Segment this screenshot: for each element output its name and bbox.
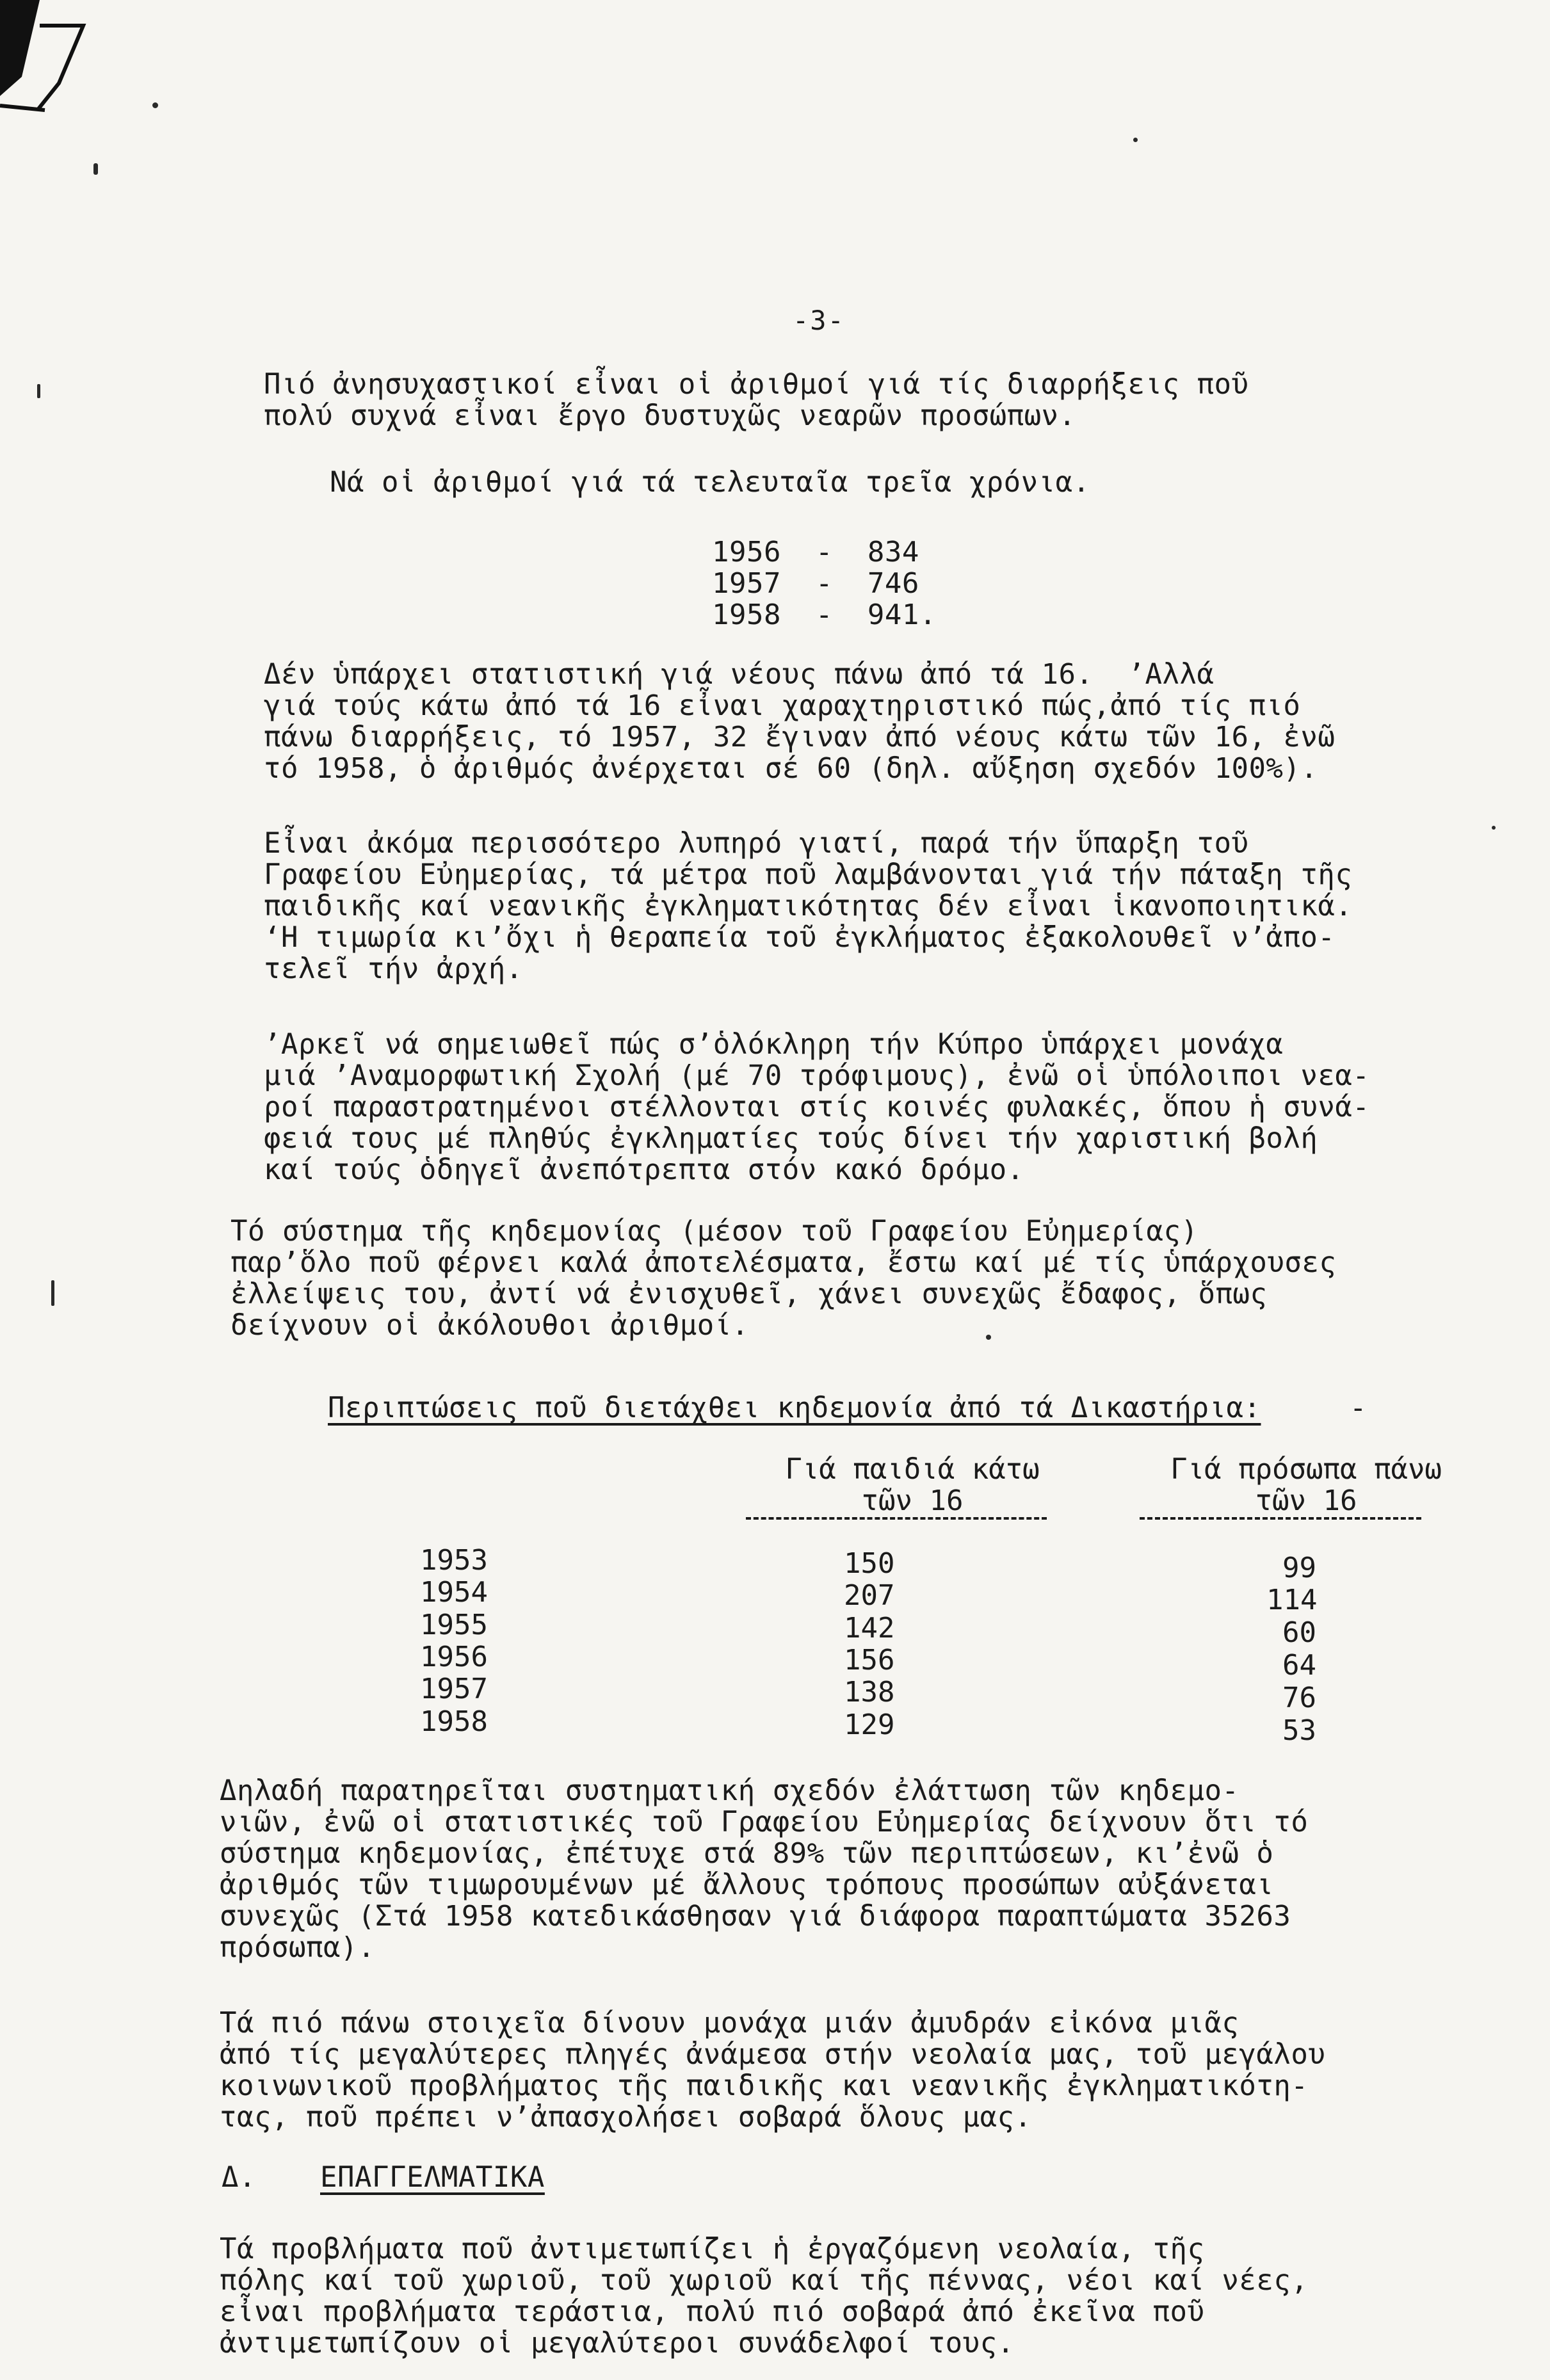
paragraph-welfare-office: Εἶναι ἀκόμα περισσότερο λυπηρό γιατί, παρά τήν ὕπαρξη τοῦ Γραφείου Εὐημερίας, τά μέτρα ποῦ λαμβάνονται γιά τήν πάταξη τῆς παιδικῆς καί νεανικῆς ἐγκληματικότητας δέν εἶναι ἱκανοποιητικά. ‘Η τιμωρία κι’ὄχι ἡ θεραπεία τοῦ ἐγκλήματος ἐξακολουθεῖ ν’ἀπο- τελεῖ τήν ἀρχή. xyxy=(264,827,1353,985)
table-year-cell: 1955 xyxy=(420,1609,488,1641)
paragraph-decline-summary: Δηλαδή παρατηρεῖται συστηματική σχεδόν ἐλάττωση τῶν κηδεμο- νιῶν, ἐνῶ οἱ στατιστικές τοῦ Γραφείου Εὐημερίας δείχνουν ὅτι τό σύστημα κηδεμονίας, ἐπέτυχε στά 89% τῶν περιπτώσεων, κι’ἐνῶ ὁ ἀριθμός τῶν τιμωρουμένων μέ ἄλλους τρόπους προσώπων αὐξάνεται συνεχῶς (Στά 1958 κατεδικάσθησαν γιά διάφορα παραπτώματα 35263 πρόσωπα). xyxy=(220,1774,1309,1964)
column-rule-children xyxy=(746,1517,1047,1520)
table-adults-cell: 76 xyxy=(1282,1682,1316,1714)
scan-speck xyxy=(51,1280,54,1306)
table-heading-dash: - xyxy=(1350,1392,1367,1424)
scan-speck xyxy=(37,384,40,398)
paragraph-working-youth: Τά προβλήματα ποῦ ἀντιμετωπίζει ἡ ἐργαζόμενη νεολαία, τῆς πόλης καί τοῦ χωριοῦ, τοῦ χωριοῦ καί τῆς πέννας, νέοι καί νέες, εἶναι προβλήματα τεράστια, πολύ πιό σοβαρά ἀπό ἐκεῖνα ποῦ ἀντιμετωπίζουν οἱ μεγαλύτεροι συνάδελφοί τους. xyxy=(220,2233,1309,2360)
table-heading: Περιπτώσεις ποῦ διετάχθει κηδεμονία ἀπό τά Δικαστήρια: xyxy=(328,1392,1261,1424)
table-adults-cell: 114 xyxy=(1266,1584,1318,1616)
scan-speck xyxy=(152,102,158,108)
table-year-cell: 1956 xyxy=(420,1641,488,1673)
column-header-children: Γιά παιδιά κάτω τῶν 16 xyxy=(785,1453,1040,1517)
table-adults-cell: 60 xyxy=(1282,1616,1316,1649)
table-year-cell: 1958 xyxy=(420,1705,488,1738)
table-adults-cell: 99 xyxy=(1282,1552,1316,1584)
column-header-adults: Γιά πρόσωπα πάνω τῶν 16 xyxy=(1170,1453,1442,1517)
column-rule-adults xyxy=(1140,1517,1421,1520)
table-children-cell: 138 xyxy=(844,1676,895,1709)
scan-speck xyxy=(93,163,98,175)
table-adults-cell: 53 xyxy=(1282,1714,1316,1747)
section-letter: Δ. xyxy=(222,2161,256,2194)
table-children-cell: 207 xyxy=(844,1579,895,1612)
paragraph-reform-school: ’Αρκεῖ νά σημειωθεῖ πώς σ’ὁλόκληρη τήν Κύπρο ὑπάρχει μονάχα μιά ’Αναμορφωτική Σχολή (μέ 70 τρόφιμους), ἐνῶ οἱ ὑπόλοιποι νεα- ροί παραστρατημένοι στέλλονται στίς κοινές φυλακές, ὅπου ἡ συνά- φειά τους μέ πληθύς ἐγκληματίες τούς δίνει τήν χαριστική βολή καί τούς ὁδηγεῖ ἀνεπότρεπτα στόν κακό δρόμο. xyxy=(264,1028,1370,1186)
page-number: -3- xyxy=(793,305,845,336)
table-children-cell: 142 xyxy=(844,1612,895,1644)
scan-speck xyxy=(1133,138,1138,142)
table-year-cell: 1953 xyxy=(420,1544,488,1577)
table-year-cell: 1954 xyxy=(420,1576,488,1609)
paragraph-no-statistics: Δέν ὑπάρχει στατιστική γιά νέους πάνω ἀπό τά 16. ’Αλλά γιά τούς κάτω ἀπό τά 16 εἶναι χαραχτηριστικό πώς,ἀπό τίς πιό πάνω διαρρήξεις, τό 1957, 32 ἔγιναν ἀπό νέους κάτω τῶν 16, ἐνῶ τό 1958, ὁ ἀριθμός ἀνέρχεται σέ 60 (δηλ. αὔξηση σχεδόν 100%). xyxy=(264,658,1336,785)
paragraph-guardianship: Τό σύστημα τῆς κηδεμονίας (μέσον τοῦ Γραφείου Εὐημερίας) παρ’ὅλο ποῦ φέρνει καλά ἀποτελέσματα, ἔστω καί μέ τίς ὑπάρχουσες ἐλλείψεις του, ἀντί νά ἐνισχυθεῖ, χάνει συνεχῶς ἔδαφος, ὅπως δείχνουν οἱ ἀκόλουθοι ἀριθμοί. xyxy=(230,1215,1337,1342)
table-adults-cell: 64 xyxy=(1282,1649,1316,1682)
table-year-cell: 1957 xyxy=(420,1673,488,1705)
burglary-figures-list: 1956 - 834 1957 - 746 1958 - 941. xyxy=(712,536,937,631)
scan-speck xyxy=(1492,826,1496,830)
paragraph-last-three-years: Νά οἱ ἀριθμοί γιά τά τελευταῖα τρεῖα χρόνια. xyxy=(330,466,1090,499)
section-title: ΕΠΑΓΓΕΛΜΑΤΙΚΑ xyxy=(320,2161,545,2194)
table-children-cell: 156 xyxy=(844,1644,895,1676)
corner-mark-icon xyxy=(0,0,96,122)
paragraph-closing: Τά πιό πάνω στοιχεῖα δίνουν μονάχα μιάν ἀμυδράν εἰκόνα μιᾶς ἀπό τίς μεγαλύτερες πληγές ἀνάμεσα στήν νεολαία μας, τοῦ μεγάλου κοινωνικοῦ προβλήματος τῆς παιδικῆς και νεανικῆς ἐγκληματικότη- τας, ποῦ πρέπει ν’ἀπασχολήσει σοβαρά ὅλους μας. xyxy=(220,2007,1326,2134)
table-children-cell: 129 xyxy=(844,1709,895,1741)
paragraph-burglaries: Πιό ἀνησυχαστικοί εἶναι οἱ ἀριθμοί γιά τίς διαρρήξεις ποῦ πολύ συχνά εἶναι ἔργο δυστυχῶς νεαρῶν προσώπων. xyxy=(264,368,1249,432)
table-children-cell: 150 xyxy=(844,1547,895,1580)
